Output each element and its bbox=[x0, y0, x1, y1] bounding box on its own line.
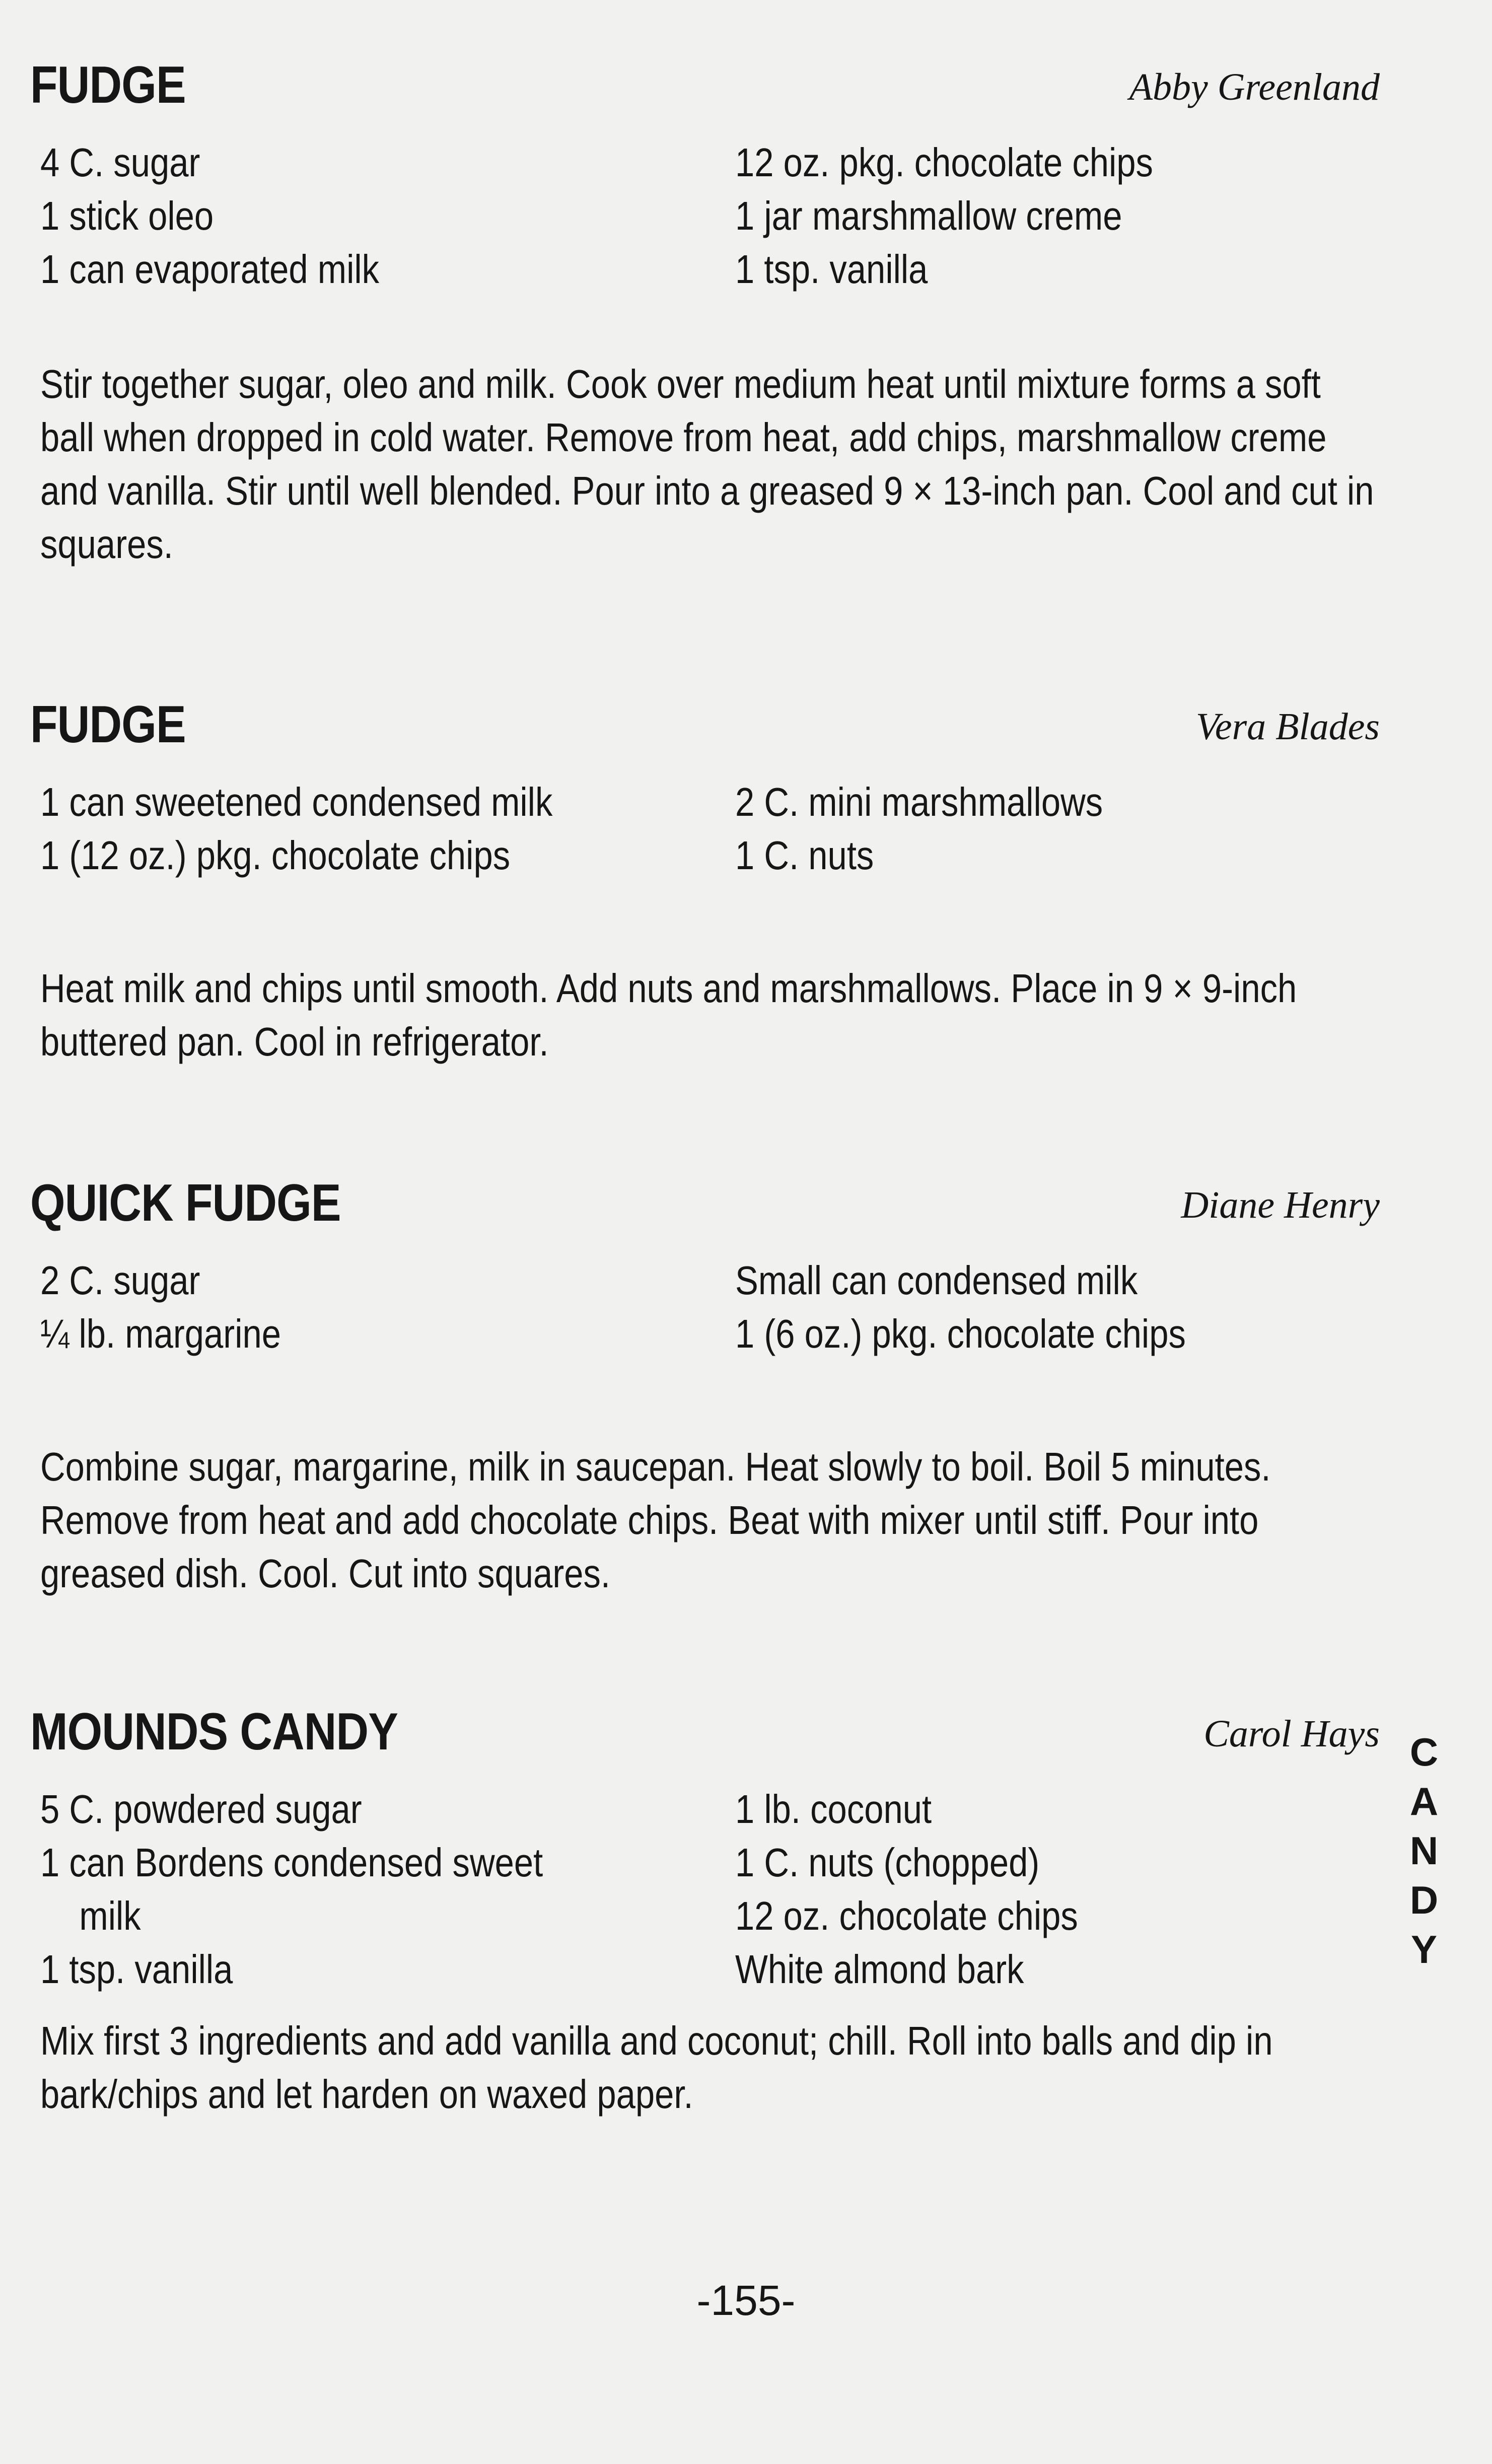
recipe-directions: Stir together sugar, oleo and milk. Cook over medium heat until mixture forms a soft ball when dropped in cold water. Remove from heat, add chips, marshmallow creme and vanilla. Stir until well blended. Pour into a greased 9 × 13-inch pan. Cool and cut in squares. bbox=[40, 362, 1374, 567]
ingredient: 4 C. sugar bbox=[40, 140, 200, 185]
side-tab-letter: C bbox=[1409, 1730, 1439, 1774]
ingredient-column-left bbox=[40, 1783, 715, 1996]
recipe-quick-fudge bbox=[30, 1173, 1380, 1596]
page-number: -155- bbox=[696, 2277, 796, 2324]
ingredient: ¼ lb. margarine bbox=[40, 1311, 281, 1356]
ingredient: 1 C. nuts (chopped) bbox=[735, 1840, 1040, 1885]
ingredient-column-left bbox=[40, 776, 715, 882]
ingredient: 1 tsp. vanilla bbox=[40, 1947, 233, 1992]
recipe-directions: Mix first 3 ingredients and add vanilla and coconut; chill. Roll into balls and dip in bark/chips and let harden on waxed paper. bbox=[40, 2018, 1273, 2117]
recipe-author: Vera Blades bbox=[1195, 706, 1380, 748]
recipe-fudge-blades bbox=[30, 695, 1380, 1064]
recipe-mounds-candy bbox=[30, 1702, 1380, 2117]
ingredient: 12 oz. pkg. chocolate chips bbox=[735, 140, 1153, 185]
recipe-directions: Heat milk and chips until smooth. Add nuts and marshmallows. Place in 9 × 9-inch buttered pan. Cool in refrigerator. bbox=[40, 966, 1297, 1064]
recipe-author: Carol Hays bbox=[1203, 1713, 1380, 1755]
ingredient: 1 can Bordens condensed sweet bbox=[40, 1840, 543, 1885]
recipe-title: FUDGE bbox=[30, 56, 186, 114]
recipe-header bbox=[30, 1702, 1380, 1763]
ingredient: 2 C. sugar bbox=[40, 1258, 200, 1303]
recipe-fudge-greenland bbox=[30, 55, 1380, 567]
section-side-tab bbox=[1399, 1727, 1449, 1974]
ingredient-column-left bbox=[40, 136, 715, 296]
recipe-header bbox=[30, 695, 1380, 755]
ingredient-column-right bbox=[735, 1783, 1390, 1996]
ingredient: 2 C. mini marshmallows bbox=[735, 780, 1103, 824]
ingredient-column-right bbox=[735, 776, 1390, 882]
recipe-header bbox=[30, 1173, 1380, 1234]
ingredient-column-right bbox=[735, 136, 1390, 296]
ingredient: 1 jar marshmallow creme bbox=[735, 193, 1122, 238]
ingredient: 1 (6 oz.) pkg. chocolate chips bbox=[735, 1311, 1186, 1356]
recipe-header bbox=[30, 55, 1380, 116]
ingredient: White almond bark bbox=[735, 1947, 1024, 1992]
ingredient: 1 tsp. vanilla bbox=[735, 247, 928, 292]
ingredient-continuation: milk bbox=[79, 1893, 141, 1938]
ingredient: 5 C. powdered sugar bbox=[40, 1787, 362, 1832]
side-tab-letter: D bbox=[1409, 1878, 1439, 1922]
ingredient: 1 C. nuts bbox=[735, 833, 874, 878]
recipe-title: MOUNDS CANDY bbox=[30, 1703, 398, 1761]
recipe-directions: Combine sugar, margarine, milk in saucepan. Heat slowly to boil. Boil 5 minutes. Remove from heat and add chocolate chips. Beat with mixer until stiff. Pour into greased dish. Cool. Cut into squares. bbox=[40, 1444, 1271, 1596]
ingredient: 1 can evaporated milk bbox=[40, 247, 380, 292]
ingredient-column-left bbox=[40, 1254, 715, 1361]
ingredient: Small can condensed milk bbox=[735, 1258, 1138, 1303]
recipe-author: Diane Henry bbox=[1181, 1184, 1380, 1226]
ingredient-column-right bbox=[735, 1254, 1390, 1361]
ingredient: 1 lb. coconut bbox=[735, 1787, 932, 1832]
ingredient: 1 stick oleo bbox=[40, 193, 214, 238]
ingredient: 1 (12 oz.) pkg. chocolate chips bbox=[40, 833, 511, 878]
recipe-title: FUDGE bbox=[30, 695, 186, 754]
recipe-author: Abby Greenland bbox=[1129, 66, 1380, 108]
side-tab-letter: A bbox=[1409, 1779, 1439, 1823]
recipe-title: QUICK FUDGE bbox=[30, 1174, 341, 1232]
side-tab-letter: N bbox=[1409, 1828, 1439, 1873]
ingredient: 12 oz. chocolate chips bbox=[735, 1893, 1078, 1938]
ingredient: 1 can sweetened condensed milk bbox=[40, 780, 553, 824]
side-tab-letter: Y bbox=[1410, 1927, 1438, 1972]
